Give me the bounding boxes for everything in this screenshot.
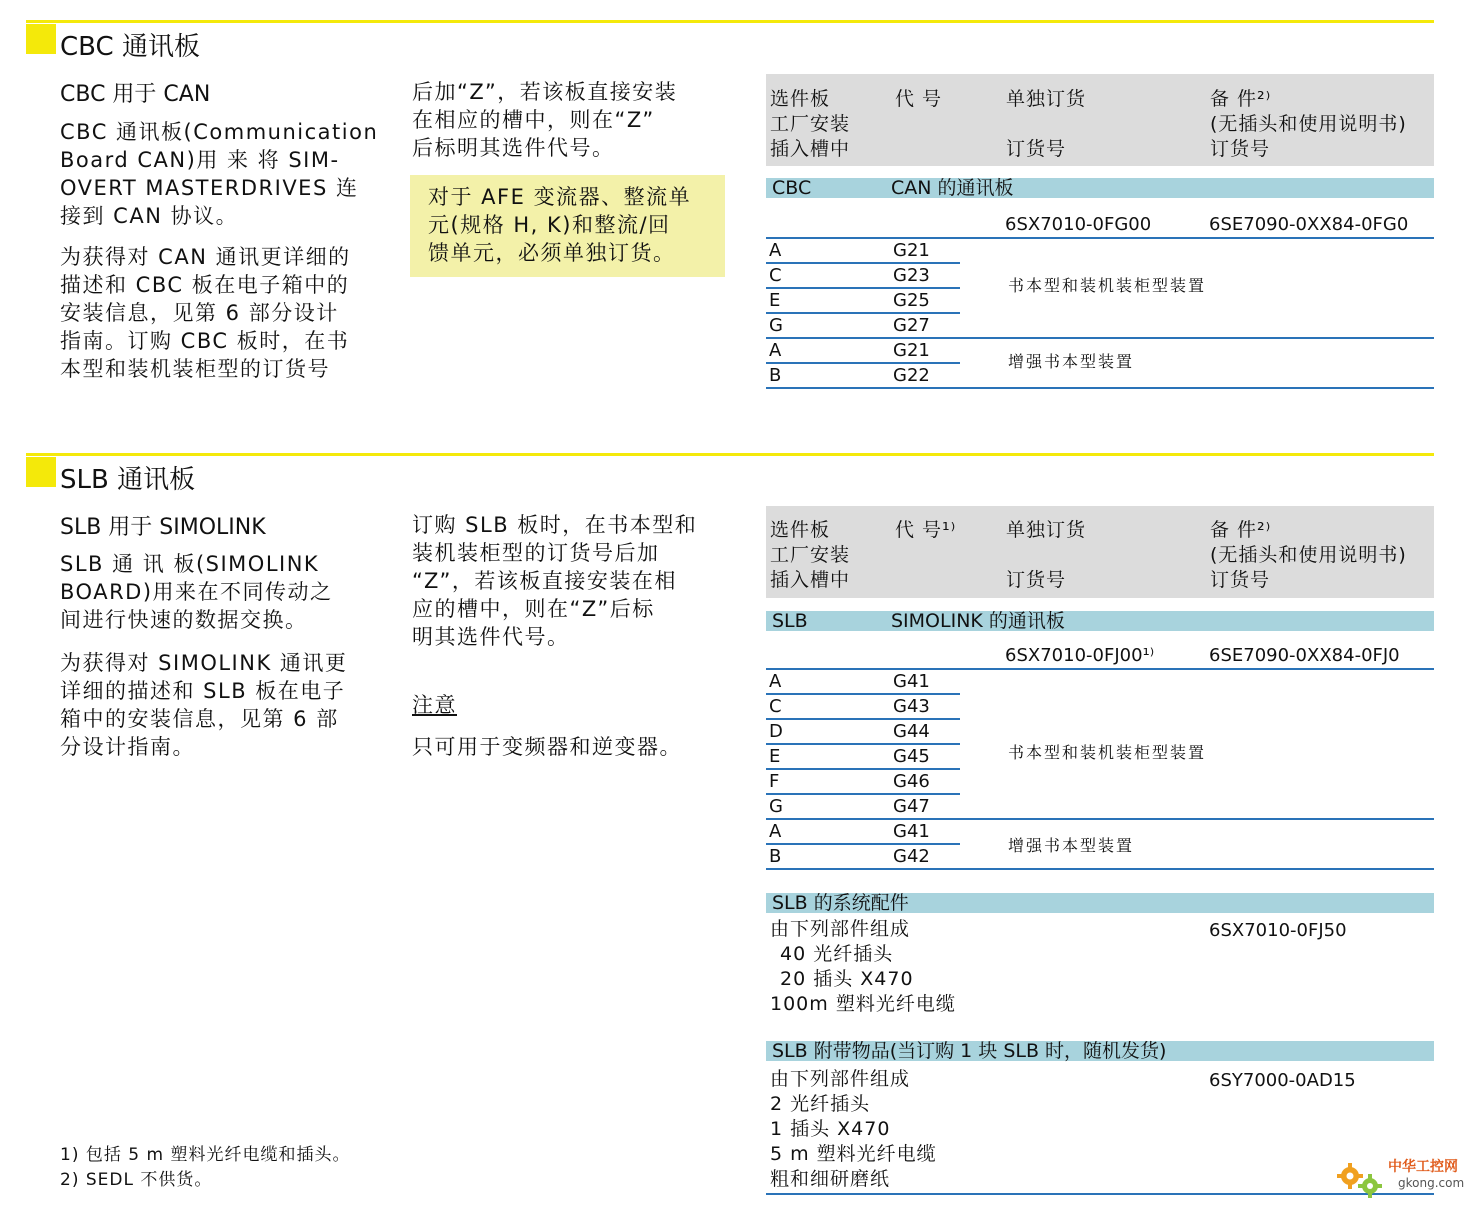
table-cell-code: G41 — [893, 821, 930, 842]
detail-paragraph: 为获得对 SIMOLINK 通讯更 详细的描述和 SLB 板在电子 箱中的安装信息，见第 6 部 分设计指南。 — [60, 651, 348, 759]
group-label: 书本型和装机装柜型装置 — [1008, 743, 1207, 762]
table-cell-code: G41 — [893, 671, 930, 692]
header-spare: 备 件²⁾ (无插头和使用说明书) 订货号 — [1210, 519, 1407, 591]
header-code: 代 号 — [895, 88, 943, 110]
footnote: 2) SEDL 不供货。 — [60, 1170, 213, 1190]
supplied-list: 由下列部件组成 2 光纤插头 1 插头 X470 5 m 塑料光纤电缆 粗和细研磨纸 — [770, 1068, 937, 1190]
table-cell-slot: C — [769, 696, 782, 717]
group-label: 增强书本型装置 — [1008, 352, 1135, 371]
group-label: 增强书本型装置 — [1008, 836, 1135, 855]
row-rule — [766, 362, 960, 364]
intro-paragraph: SLB 通 讯 板(SIMOLINK BOARD)用来在不同传动之 间进行快速的数据交换。 — [60, 552, 333, 632]
table-cell-code: G22 — [893, 365, 930, 386]
accessories-list: 由下列部件组成 40 光纤插头 20 插头 X470 100m 塑料光纤电缆 — [770, 918, 956, 1015]
table-rule — [766, 337, 1434, 339]
row-rule — [766, 262, 960, 264]
intro-paragraph: CBC 通讯板(Communication Board CAN)用 来 将 SIM- OVERT MASTERDRIVES 连 接到 CAN 协议。 — [60, 120, 379, 228]
table-cell-slot: F — [769, 771, 780, 792]
table-cell-slot: E — [769, 746, 781, 767]
table-rule — [766, 387, 1434, 389]
table-cell-slot: G — [769, 315, 783, 336]
spare-number: 6SE7090-0XX84-0FJ0 — [1209, 645, 1400, 666]
table-cell-slot: A — [769, 240, 782, 261]
table-band — [766, 611, 1434, 631]
header-option-board: 选件板 工厂安装 插入槽中 — [770, 519, 851, 591]
section-marker — [26, 24, 56, 54]
header-spare: 备 件²⁾ (无插头和使用说明书) 订货号 — [1210, 88, 1407, 160]
spare-number: 6SE7090-0XX84-0FG0 — [1209, 214, 1409, 235]
table-cell-code: G44 — [893, 721, 930, 742]
header-order: 单独订货 订货号 — [1006, 88, 1087, 160]
table-rule — [766, 237, 1434, 239]
table-cell-slot: G — [769, 796, 783, 817]
section-title: CBC 通讯板 — [60, 32, 200, 62]
table-cell-code: G46 — [893, 771, 930, 792]
table-cell-code: G23 — [893, 265, 930, 286]
note-heading: 注意 — [412, 693, 457, 717]
detail-paragraph: 为获得对 CAN 通讯更详细的 描述和 CBC 板在电子箱中的 安装信息，见第 6 部分设计 指南。订购 CBC 板时，在书 本型和装机装柜型的订货号 — [60, 245, 351, 381]
section-rule — [26, 453, 1434, 456]
order-number: 6SX7010-0FG00 — [1005, 214, 1152, 235]
footnote: 1) 包括 5 m 塑料光纤电缆和插头。 — [60, 1145, 351, 1165]
section-rule — [26, 20, 1434, 23]
table-cell-slot: B — [769, 846, 782, 867]
table-rule — [766, 818, 1434, 820]
table-cell-code: G27 — [893, 315, 930, 336]
header-code: 代 号¹⁾ — [895, 519, 957, 541]
accessories-title: SLB 的系统配件 — [772, 892, 909, 914]
table-cell-slot: C — [769, 265, 782, 286]
table-cell-code: G47 — [893, 796, 930, 817]
table-cell-slot: B — [769, 365, 782, 386]
note-text: 只可用于变频器和逆变器。 — [412, 735, 682, 759]
row-rule — [766, 743, 960, 745]
order-paragraph: 订购 SLB 板时，在书本型和 装机装柜型的订货号后加 “Z”，若该板直接安装在相 应的槽中，则在“Z”后标 明其选件代号。 — [412, 513, 698, 649]
row-rule — [766, 693, 960, 695]
watermark-logo — [1336, 1150, 1465, 1200]
table-cell-slot: A — [769, 671, 782, 692]
accessories-order-number: 6SX7010-0FJ50 — [1209, 920, 1347, 941]
table-cell-slot: D — [769, 721, 783, 742]
table-cell-code: G42 — [893, 846, 930, 867]
row-rule — [766, 287, 960, 289]
row-rule — [766, 312, 960, 314]
table-rule — [766, 868, 1434, 870]
table-cell-code: G21 — [893, 240, 930, 261]
header-order: 单独订货 订货号 — [1006, 519, 1087, 591]
section-subtitle: SLB 用于 SIMOLINK — [60, 515, 266, 540]
section-title: SLB 通讯板 — [60, 465, 196, 495]
table-cell-code: G45 — [893, 746, 930, 767]
band-label: SLB — [772, 610, 808, 632]
table-rule — [766, 668, 1434, 670]
table-cell-slot: E — [769, 290, 781, 311]
order-paragraph: 后加“Z”，若该板直接安装 在相应的槽中，则在“Z” 后标明其选件代号。 — [412, 80, 678, 160]
table-cell-code: G43 — [893, 696, 930, 717]
table-cell-code: G21 — [893, 340, 930, 361]
table-rule — [766, 1193, 1434, 1195]
section-subtitle: CBC 用于 CAN — [60, 82, 211, 107]
band-description: SIMOLINK 的通讯板 — [891, 610, 1065, 632]
row-rule — [766, 768, 960, 770]
row-rule — [766, 793, 960, 795]
row-rule — [766, 718, 960, 720]
note-text: 对于 AFE 变流器、整流单 元(规格 H, K)和整流/回 馈单元，必须单独订货。 — [428, 185, 692, 265]
group-label: 书本型和装机装柜型装置 — [1008, 276, 1207, 295]
table-cell-code: G25 — [893, 290, 930, 311]
supplied-title: SLB 附带物品(当订购 1 块 SLB 时，随机发货) — [772, 1040, 1167, 1062]
table-cell-slot: A — [769, 340, 782, 361]
section-marker — [26, 457, 56, 487]
table-cell-slot: A — [769, 821, 782, 842]
row-rule — [766, 843, 960, 845]
supplied-order-number: 6SY7000-0AD15 — [1209, 1070, 1356, 1091]
watermark-text: 中华工控网 — [1388, 1159, 1458, 1175]
table-band — [766, 178, 1434, 198]
watermark-url: gkong.com — [1398, 1176, 1465, 1190]
band-label: CBC — [772, 177, 812, 199]
header-option-board: 选件板 工厂安装 插入槽中 — [770, 88, 851, 160]
band-description: CAN 的通讯板 — [891, 177, 1014, 199]
order-number: 6SX7010-0FJ00¹⁾ — [1005, 645, 1155, 666]
